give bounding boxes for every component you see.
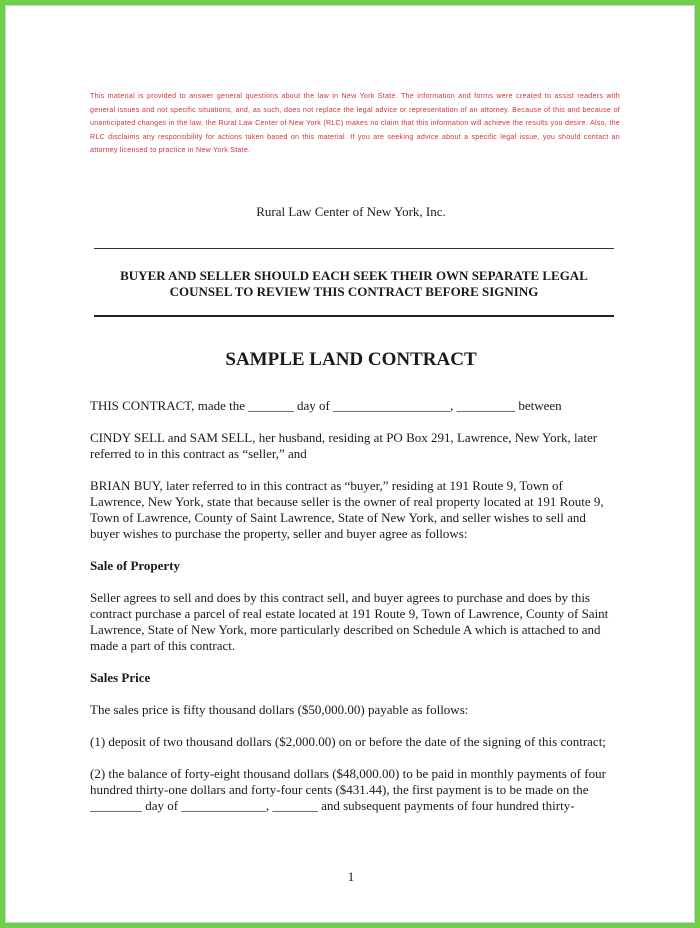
sales-price-paragraph: The sales price is fifty thousand dollars ($50,000.00) payable as follows: xyxy=(90,702,469,717)
counsel-warning: BUYER AND SELLER SHOULD EACH SEEK THEIR OWN SEPARATE LEGAL COUNSEL TO REVIEW THIS CONTRACT BEFORE SIGNING xyxy=(120,268,588,299)
sale-of-property-heading: Sale of Property xyxy=(90,558,181,573)
document-page xyxy=(5,5,695,923)
organization-name: Rural Law Center of New York, Inc. xyxy=(256,204,446,219)
legal-disclaimer: This material is provided to answer general questions about the law in New York State. The information and forms were created to assist readers with general issues and not specific situations, and, as such, does not replace the legal advice or representation of an attorney. Because of this and because of unanticipated changes in the law, the Rural Law Center of New York (RLC) makes no claim that this information will achieve the results you desire. Also, the RLC disclaims any responsibility for actions taken based on this material. If you are seeking advice about a specific legal issue, you should contact an attorney licensed to practice in New York State. xyxy=(90,92,620,155)
divider-thin xyxy=(94,248,614,249)
document-title: SAMPLE LAND CONTRACT xyxy=(225,349,477,370)
deposit-paragraph: (1) deposit of two thousand dollars ($2,000.00) on or before the date of the signing of this contract; xyxy=(90,734,606,749)
sales-price-heading: Sales Price xyxy=(90,670,151,685)
buyer-paragraph: BRIAN BUY, later referred to in this contract as “buyer,” residing at 191 Route 9, Town of Lawrence, New York, state that because seller is the owner of real property located at 191 Route 9, Town of Lawrence, County of Saint Lawrence, State of New York, and seller wishes to sell and buyer wishes to purchase the property, seller and buyer agree as follows: xyxy=(90,478,604,541)
sale-of-property-paragraph: Seller agrees to sell and does by this contract sell, and buyer agrees to purchase and does by this contract purchase a parcel of real estate located at 191 Route 9, Town of Lawrence, County of Saint Lawrence, State of New York, more particularly described on Schedule A which is attached to and made a part of this contract. xyxy=(90,590,609,653)
balance-paragraph: (2) the balance of forty-eight thousand dollars ($48,000.00) to be paid in monthly payments of four hundred thirty-one dollars and forty-four cents ($431.44), the first payment is to be made on the ________ day of _____________, _______ and subsequent payments of four hundred thirty- xyxy=(90,766,606,813)
intro-paragraph: THIS CONTRACT, made the _______ day of __________________, _________ between xyxy=(90,398,562,413)
divider-thick xyxy=(94,315,614,317)
page-number: 1 xyxy=(347,869,355,884)
seller-paragraph: CINDY SELL and SAM SELL, her husband, residing at PO Box 291, Lawrence, New York, later referred to in this contract as “seller,” and xyxy=(90,430,598,461)
contract-body xyxy=(90,398,616,830)
